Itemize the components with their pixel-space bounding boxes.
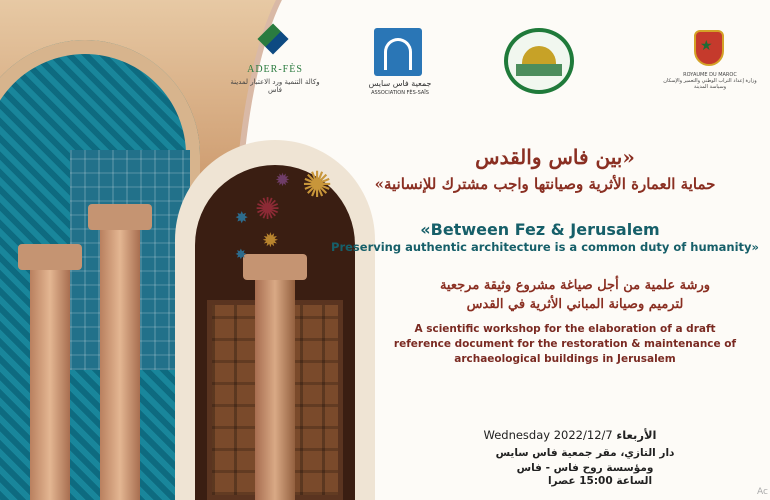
fes-sais-subtitle: ASSOCIATION FÈS-SAÏS [371,90,429,96]
marble-column [255,280,295,500]
english-title: «Between Fez & Jerusalem [420,220,660,239]
ornament-star-icon: ✸ [235,247,247,263]
column-capital [18,244,82,270]
english-workshop-line: reference document for the restoration & maintenance of [393,338,737,351]
event-time: الساعة 15:00 عصرا [547,475,653,487]
arabic-workshop-line: لترميم وصيانة المباني الأثرية في القدس [466,296,684,312]
ministry-subtitle: وزارة إعداد التراب الوطني والتعمير والإسكان وسياسة المدينة [663,78,757,90]
arabic-title: «بين فاس والقدس [475,145,635,169]
mosque-base-icon [516,64,562,76]
column-capital [243,254,307,280]
ader-logo-subtitle: وكالة التنمية ورد الاعتبار لمدينة فاس [230,78,320,94]
ornament-star-icon: ✺ [255,192,281,227]
watermark: Ac [757,487,768,497]
fes-sais-name: جمعية فاس سايس [368,79,432,88]
arabic-workshop-line: ورشة علمية من أجل صياغة مشروع وثيقة مرجعية [439,278,711,293]
morocco-ministry-logo [660,30,760,102]
english-workshop-line: A scientific workshop for the elaboration of a draft [414,323,716,335]
marble-column [30,270,70,500]
arabic-subtitle: حماية العمارة الأثرية وصيانتها واجب مشترك للإنسانية» [374,175,716,193]
ornament-star-icon: ✹ [262,228,279,252]
english-workshop-description [380,322,750,368]
ornament-star-icon: ✺ [302,165,333,206]
ministry-name [660,72,760,90]
ader-diamond-icon [257,23,288,54]
ministry-kingdom: ROYAUME DU MAROC [683,72,737,78]
ornament-star-icon: ✹ [275,170,291,191]
marble-column [100,230,140,500]
event-date-english: Wednesday 2022/12/7 [483,428,613,442]
fes-sais-logo [370,28,430,98]
star-icon: ★ [700,38,713,54]
ader-logo-name: ADER-FÈS [247,64,303,75]
arabic-workshop-description [400,277,750,315]
organization-emblem-logo [500,28,580,100]
event-date [400,428,740,442]
event-venue [430,446,740,475]
column-capital [88,204,152,230]
venue-line: دار التازي، مقر جمعية فاس سايس [495,447,675,459]
arch-icon [384,38,412,70]
english-subtitle: Preserving authentic architecture is a common duty of humanity» [331,240,759,254]
ornament-star-icon: ✸ [235,208,249,227]
venue-line: ومؤسسة روح فاس - فاس [516,461,654,474]
event-date-arabic: الأربعاء [616,428,657,442]
english-workshop-line: archaeological buildings in Jerusalem [454,353,676,366]
ader-fes-logo [230,28,320,98]
